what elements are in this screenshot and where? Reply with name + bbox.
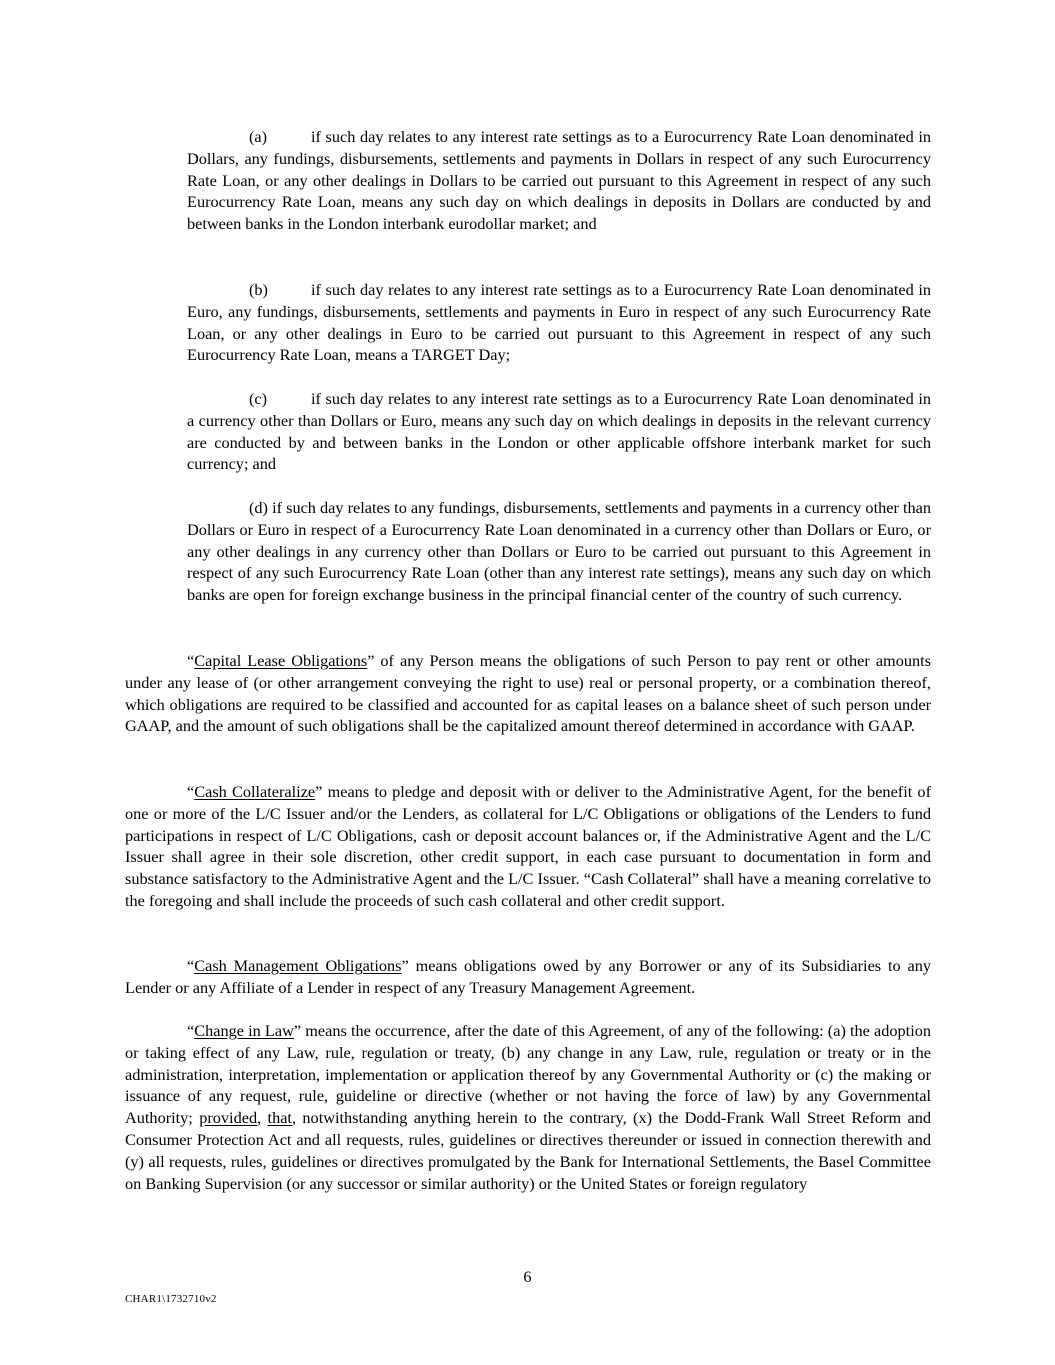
open-quote: “ xyxy=(187,1021,195,1040)
sub-paragraph-a xyxy=(187,126,931,235)
open-quote: “ xyxy=(187,782,195,801)
definition-text: means to pledge and deposit with or deliver to the Administrative Agent, for the benefit of one or more of the L/C Issuer and/or the Lenders, as collateral for L/C Obligations or obligations of the Lenders to fund participations in respect of L/C Obligations, cash or deposit account balances or, if the Administrative Agent and the L/C Issuer shall agree in their sole discretion, other credit support, in each case pursuant to documentation in form and substance satisfactory to the Administrative Agent and the L/C Issuer. “Cash Collateral” shall have a meaning correlative to the foregoing and shall include the proceeds of such cash collateral and other credit support. xyxy=(125,782,931,910)
that-term: that xyxy=(267,1108,292,1128)
sub-paragraph-b xyxy=(187,279,931,366)
close-quote: ” xyxy=(401,956,409,975)
sub-paragraph-text: if such day relates to any fundings, disbursements, settlements and payments in a currency other than Dollars or Euro in respect of a Eurocurrency Rate Loan denominated in a currency other than Dollars or Euro, or any other dealings in any currency other than Dollars or Euro to be carried out pursuant to this Agreement in respect of any such Eurocurrency Rate Loan (other than any interest rate settings), means any such day on which banks are open for foreign exchange business in the principal financial center of the country of such currency. xyxy=(187,498,932,605)
definition-text: of any Person means the obligations of such Person to pay rent or other amounts under any lease of (or other arrangement conveying the right to use) real or personal property, or a combination thereof, which obligations are required to be classified and accounted for as capital leases on a balance sheet of such person under GAAP, and the amount of such obligations shall be the capitalized amount thereof determined in accordance with GAAP. xyxy=(125,651,931,736)
open-quote: “ xyxy=(187,956,195,975)
defined-term: Change in Law xyxy=(194,1021,294,1040)
sub-paragraph-d xyxy=(187,497,931,606)
comma: , xyxy=(257,1108,268,1128)
defined-term: Cash Collateralize xyxy=(194,782,316,801)
sub-paragraph-c xyxy=(187,388,931,475)
definition-text: means obligations owed by any Borrower or any of its Subsidiaries to any Lender or any Affiliate of a Lender in respect of any Treasury Management Agreement. xyxy=(125,956,932,997)
open-quote: “ xyxy=(187,651,195,670)
sub-paragraph-label: (b) xyxy=(249,280,268,299)
sub-paragraph-label: (a) xyxy=(249,127,268,146)
definition-text-continued: , notwithstanding anything herein to the contrary, (x) the Dodd-Frank Wall Street Reform and Consumer Protection Act and all requests, rules, guidelines or directives thereunder or issued in connection therewith and (y) all requests, rules, guidelines or directives promulgated by the Bank for International Settlements, the Basel Committee on Banking Supervision (or any successor or similar authority) or the United States or foreign regulatory xyxy=(125,1108,932,1193)
definition-change-in-law xyxy=(125,1020,931,1194)
sub-paragraph-label: (d) xyxy=(249,498,268,517)
sub-paragraph-text: if such day relates to any interest rate settings as to a Eurocurrency Rate Loan denominated in Euro, any fundings, disbursements, settlements and payments in Euro in respect of any such Eurocurrency Rate Loan, or any other dealings in Euro to be carried out pursuant to this Agreement in respect of any such Eurocurrency Rate Loan, means a TARGET Day; xyxy=(187,280,931,365)
definition-cash-collateralize xyxy=(125,781,931,912)
close-quote: ” xyxy=(293,1021,302,1040)
close-quote: ” xyxy=(367,651,375,670)
definition-cash-management-obligations xyxy=(125,955,931,999)
definition-text: means the occurrence, after the date of this Agreement, of any of the following: (a) the adoption or taking effect of any Law, rule, regulation or treaty, (b) any change in any Law, rule, regulation or treaty or in the administration, interpretation, implementation or application thereof by any Governmental Authority or (c) the making or issuance of any request, rule, guideline or directive (whether or not having the force of law) by any Governmental Authority; xyxy=(125,1021,932,1128)
sub-paragraph-label: (c) xyxy=(249,389,268,408)
document-id: CHAR1\1732710v2 xyxy=(125,1293,217,1305)
defined-term: Cash Management Obligations xyxy=(194,956,402,975)
defined-term: Capital Lease Obligations xyxy=(194,651,368,670)
provided-term: provided xyxy=(199,1108,258,1128)
close-quote: ” xyxy=(315,782,323,801)
page-number: 6 xyxy=(523,1267,532,1286)
sub-paragraph-text: if such day relates to any interest rate settings as to a Eurocurrency Rate Loan denominated in Dollars, any fundings, disbursements, settlements and payments in Dollars in respect of any such Eurocurrency Rate Loan, or any other dealings in Dollars to be carried out pursuant to this Agreement in respect of any such Eurocurrency Rate Loan, means any such day on which dealings in deposits in Dollars are conducted by and between banks in the London interbank eurodollar market; and xyxy=(187,127,931,234)
definition-capital-lease-obligations xyxy=(125,650,931,737)
sub-paragraph-text: if such day relates to any interest rate settings as to a Eurocurrency Rate Loan denominated in a currency other than Dollars or Euro, means any such day on which dealings in deposits in the relevant currency are conducted by and between banks in the London or other applicable offshore interbank market for such currency; and xyxy=(187,389,931,474)
